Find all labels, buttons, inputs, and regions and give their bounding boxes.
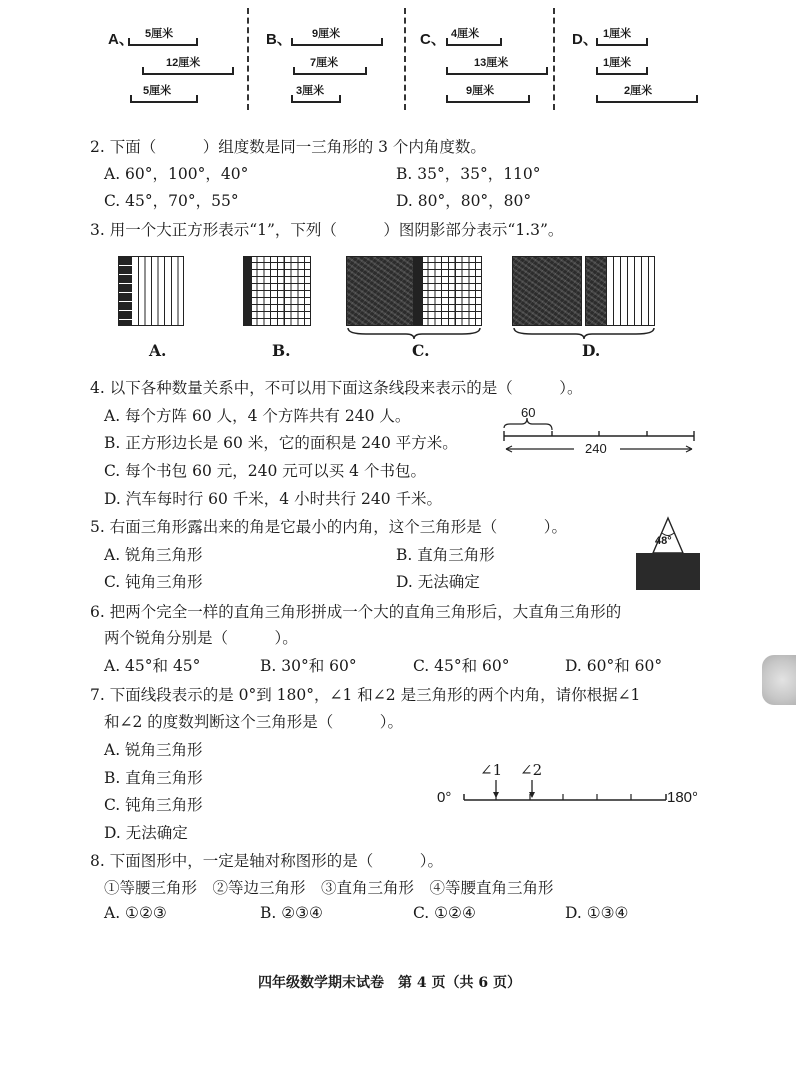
figure-b[interactable] bbox=[243, 256, 311, 326]
answer-option[interactable]: C. 45°和 60° bbox=[413, 657, 510, 675]
segment-label: 4厘米 bbox=[451, 28, 480, 40]
question-stem: 和∠2 的度数判断这个三角形是（ ）。 bbox=[104, 713, 404, 731]
answer-option[interactable]: B. ②③④ bbox=[260, 904, 323, 922]
segment-label: 1厘米 bbox=[603, 57, 632, 69]
question-stem: 4. 以下各种数量关系中，不可以用下面这条线段来表示的是（ ）。 bbox=[90, 379, 583, 397]
answer-option[interactable]: A. 锐角三角形 bbox=[104, 546, 203, 564]
answer-option[interactable]: D. 汽车每时行 60 千米，4 小时共行 240 千米。 bbox=[104, 490, 443, 508]
segment-label: 5厘米 bbox=[143, 85, 172, 97]
answer-option[interactable]: B. 直角三角形 bbox=[396, 546, 495, 564]
answer-option[interactable]: B. 30°和 60° bbox=[260, 657, 357, 675]
angle-label: 48° bbox=[655, 535, 672, 547]
answer-option[interactable]: A. 60°，100°，40° bbox=[104, 165, 249, 183]
segment-label: 12厘米 bbox=[166, 57, 201, 69]
divider bbox=[247, 8, 249, 110]
question-stem: 3. 用一个大正方形表示“1”，下列（ ）图阴影部分表示“1.3”。 bbox=[90, 221, 564, 239]
figure-a[interactable] bbox=[118, 256, 184, 326]
segment-label: 13厘米 bbox=[474, 57, 509, 69]
answer-option[interactable]: D. 60°和 60° bbox=[565, 657, 663, 675]
angle-number-line bbox=[462, 776, 672, 812]
question-stem: 两个锐角分别是（ ）。 bbox=[104, 629, 298, 647]
angle-2-label: ∠2 bbox=[520, 761, 543, 779]
question-stem: 5. 右面三角形露出来的角是它最小的内角，这个三角形是（ ）。 bbox=[90, 518, 567, 536]
answer-option[interactable]: B. 正方形边长是 60 米，它的面积是 240 平方米。 bbox=[104, 434, 458, 452]
answer-option[interactable]: C. 钝角三角形 bbox=[104, 573, 203, 591]
scan-smudge bbox=[762, 655, 796, 705]
figure-d-strips[interactable] bbox=[585, 256, 655, 326]
diagram-label: 240 bbox=[585, 441, 607, 456]
segment-label: 9厘米 bbox=[466, 85, 495, 97]
divider bbox=[404, 8, 406, 110]
figure-brace bbox=[512, 326, 656, 340]
line-start-label: 0° bbox=[437, 789, 452, 806]
figure-c-grid[interactable] bbox=[414, 256, 482, 326]
question-stem: 8. 下面图形中，一定是轴对称图形的是（ ）。 bbox=[90, 852, 443, 870]
figure-c-shaded[interactable] bbox=[346, 256, 414, 326]
answer-option[interactable]: A. ①②③ bbox=[104, 904, 167, 922]
shape-list: ①等腰三角形 ②等边三角形 ③直角三角形 ④等腰直角三角形 bbox=[104, 879, 554, 897]
segment-label: 3厘米 bbox=[296, 85, 325, 97]
option-letter: A、 bbox=[108, 31, 134, 48]
segment-label: 7厘米 bbox=[310, 57, 339, 69]
question-stem: 6. 把两个完全一样的直角三角形拼成一个大的直角三角形后，大直角三角形的 bbox=[90, 603, 622, 621]
answer-option[interactable]: A. 锐角三角形 bbox=[104, 741, 203, 759]
option-letter: B、 bbox=[266, 31, 292, 48]
answer-option[interactable]: D. ①③④ bbox=[565, 904, 629, 922]
question-stem: 2. 下面（ ）组度数是同一三角形的 3 个内角度数。 bbox=[90, 138, 486, 156]
answer-option[interactable]: C. ①②④ bbox=[413, 904, 476, 922]
page-footer: 四年级数学期末试卷 第 4 页（共 6 页） bbox=[258, 975, 521, 991]
segment-label: 9厘米 bbox=[312, 28, 341, 40]
figure-d-shaded[interactable] bbox=[512, 256, 582, 326]
option-letter: C、 bbox=[420, 31, 446, 48]
answer-option[interactable]: D. 无法确定 bbox=[104, 824, 188, 842]
answer-option[interactable]: C. 钝角三角形 bbox=[104, 796, 203, 814]
answer-option[interactable]: D. 无法确定 bbox=[396, 573, 480, 591]
divider bbox=[553, 8, 555, 110]
answer-option[interactable]: A. 45°和 45° bbox=[104, 657, 201, 675]
segment-label: 2厘米 bbox=[624, 85, 653, 97]
option-letter: D、 bbox=[572, 31, 598, 48]
answer-option[interactable]: D. 80°，80°，80° bbox=[396, 192, 532, 210]
figure-label: C. bbox=[412, 341, 430, 360]
figure-label: B. bbox=[272, 341, 291, 360]
figure-brace bbox=[346, 326, 482, 340]
answer-option[interactable]: C. 45°，70°，55° bbox=[104, 192, 239, 210]
figure-label: A. bbox=[149, 341, 167, 360]
answer-option[interactable]: B. 35°，35°，110° bbox=[396, 165, 541, 183]
answer-option[interactable]: C. 每个书包 60 元，240 元可以买 4 个书包。 bbox=[104, 462, 426, 480]
answer-option[interactable]: B. 直角三角形 bbox=[104, 769, 203, 787]
question-stem: 7. 下面线段表示的是 0°到 180°，∠1 和∠2 是三角形的两个内角，请你根据∠1 bbox=[90, 686, 641, 704]
angle-1-label: ∠1 bbox=[480, 761, 503, 779]
figure-label: D. bbox=[582, 341, 601, 360]
segment-label: 5厘米 bbox=[145, 28, 174, 40]
segment-label: 1厘米 bbox=[603, 28, 632, 40]
triangle-figure bbox=[634, 516, 702, 592]
diagram-label: 60 bbox=[521, 405, 536, 420]
line-end-label: 180° bbox=[667, 789, 699, 806]
answer-option[interactable]: A. 每个方阵 60 人，4 个方阵共有 240 人。 bbox=[104, 407, 411, 425]
